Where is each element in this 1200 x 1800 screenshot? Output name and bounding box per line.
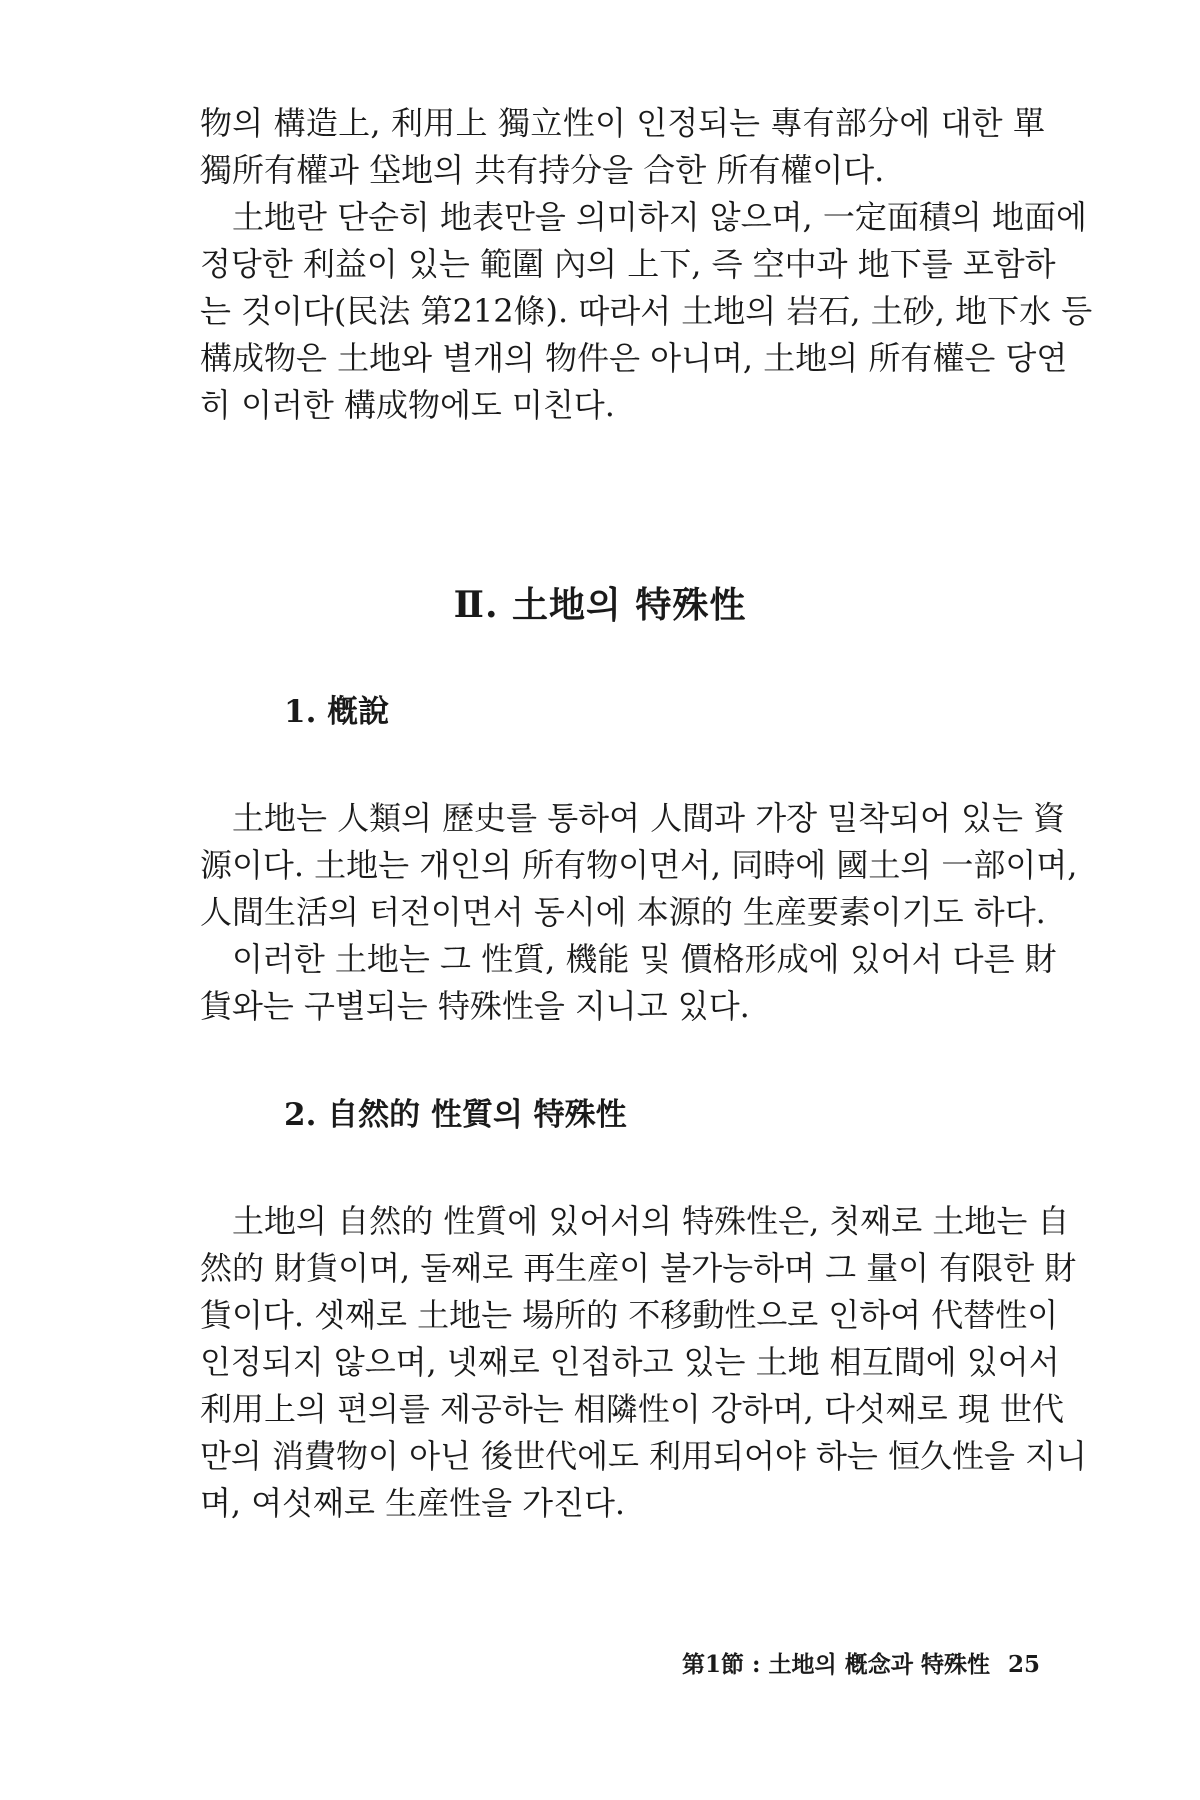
text-line: 利用上의 편의를 제공하는 相隣性이 강하며, 다섯째로 現 世代 — [200, 1390, 1064, 1428]
text-line: 인정되지 않으며, 넷째로 인접하고 있는 土地 相互間에 있어서 — [200, 1343, 1060, 1381]
text-line: 는 것이다(民法 第212條). 따라서 土地의 岩石, 土砂, 地下水 등 — [200, 292, 1093, 330]
text-line: 源이다. 土地는 개인의 所有物이면서, 同時에 國土의 一部이며, — [200, 846, 1078, 884]
text-line: 貨이다. 셋째로 土地는 場所的 不移動性으로 인하여 代替性이 — [200, 1296, 1059, 1334]
text-line: 物의 構造上, 利用上 獨立性이 인정되는 專有部分에 대한 單 — [200, 104, 1045, 142]
chapter-heading: Ⅱ. 土地의 特殊性 — [453, 584, 747, 626]
text-line: 히 이러한 構成物에도 미친다. — [200, 386, 615, 424]
text-line: 土地의 自然的 性質에 있어서의 特殊性은, 첫째로 土地는 自 — [232, 1202, 1070, 1240]
section-heading-natural-properties: 2. 自然的 性質의 特殊性 — [284, 1097, 627, 1133]
text-line: 정당한 利益이 있는 範圍 內의 上下, 즉 空中과 地下를 포함하 — [200, 245, 1056, 283]
text-line: 人間生活의 터전이면서 동시에 本源的 生産要素이기도 하다. — [200, 893, 1046, 931]
text-line: 獨所有權과 垈地의 共有持分을 合한 所有權이다. — [200, 151, 885, 189]
page-footer — [640, 1650, 1040, 1680]
text-line: 土地란 단순히 地表만을 의미하지 않으며, 一定面積의 地面에 — [232, 198, 1087, 236]
running-title: 第1節 : 土地의 槪念과 特殊性 — [682, 1651, 990, 1678]
text-line: 貨와는 구별되는 特殊性을 지니고 있다. — [200, 987, 750, 1025]
section-heading-overview: 1. 槪說 — [284, 694, 390, 730]
text-line: 며, 여섯째로 生産性을 가진다. — [200, 1484, 626, 1522]
page-number: 25 — [1007, 1651, 1040, 1678]
text-line: 構成物은 土地와 별개의 物件은 아니며, 土地의 所有權은 당연 — [200, 339, 1068, 377]
text-line: 만의 消費物이 아닌 後世代에도 利用되어야 하는 恒久性을 지니 — [200, 1437, 1087, 1475]
text-line: 이러한 土地는 그 性質, 機能 및 價格形成에 있어서 다른 財 — [232, 940, 1057, 978]
text-line: 土地는 人類의 歷史를 통하여 人間과 가장 밀착되어 있는 資 — [232, 799, 1066, 837]
text-line: 然的 財貨이며, 둘째로 再生産이 불가능하며 그 量이 有限한 財 — [200, 1249, 1077, 1287]
